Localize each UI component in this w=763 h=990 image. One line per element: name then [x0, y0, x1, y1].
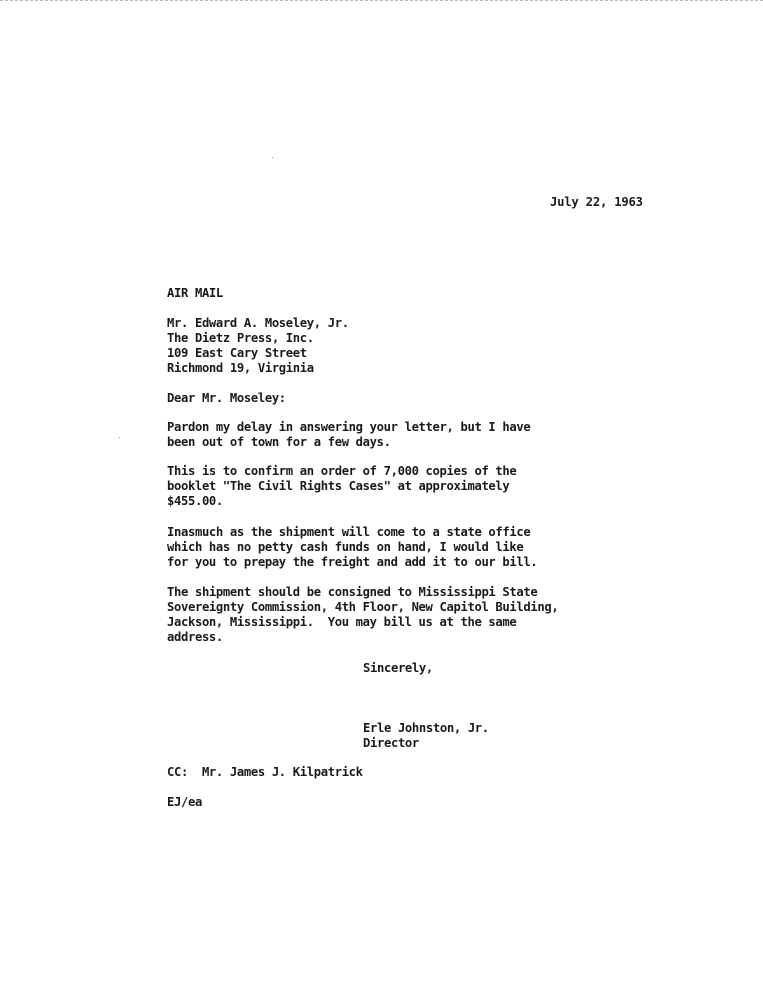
paragraph-3 [167, 525, 537, 570]
paragraph-line: The shipment should be consigned to Mississippi State [167, 585, 538, 599]
paragraph-line: Pardon my delay in answering your letter, but I have [167, 420, 531, 434]
paragraph-line: address. [167, 630, 223, 644]
letter-date: July 22, 1963 [550, 195, 643, 209]
paragraph-line: which has no petty cash funds on hand, I would like [167, 540, 524, 554]
paragraph-4 [167, 585, 558, 645]
paragraph-line: Sovereignty Commission, 4th Floor, New Capitol Building, [167, 600, 559, 614]
paragraph-line: been out of town for a few days. [167, 435, 391, 449]
signer-name: Erle Johnston, Jr. [363, 721, 489, 735]
delivery-method: AIR MAIL [167, 286, 223, 300]
paragraph-line: $455.00. [167, 494, 223, 508]
salutation: Dear Mr. Moseley: [167, 391, 286, 405]
recipient-street: 109 East Cary Street [167, 346, 307, 360]
scan-speck [272, 157, 273, 158]
paragraph-line: booklet "The Civil Rights Cases" at approximately [167, 479, 510, 493]
scan-speck [119, 437, 120, 438]
paragraph-line: This is to confirm an order of 7,000 copies of the [167, 464, 517, 478]
carbon-copy: CC: Mr. James J. Kilpatrick [167, 765, 363, 779]
recipient-city: Richmond 19, Virginia [167, 361, 314, 375]
reference-initials: EJ/ea [167, 795, 202, 809]
paragraph-1 [167, 420, 530, 450]
paragraph-line: for you to prepay the freight and add it to our bill. [167, 555, 538, 569]
paragraph-line: Jackson, Mississippi. You may bill us at the same [167, 615, 517, 629]
page-top-edge [0, 0, 763, 1]
recipient-name: Mr. Edward A. Moseley, Jr. [167, 316, 349, 330]
signer-title: Director [363, 736, 419, 750]
recipient-company: The Dietz Press, Inc. [167, 331, 314, 345]
paragraph-line: Inasmuch as the shipment will come to a state office [167, 525, 531, 539]
paragraph-2 [167, 464, 516, 509]
closing: Sincerely, [363, 661, 433, 675]
recipient-address [167, 316, 349, 376]
signature-block [363, 721, 489, 751]
